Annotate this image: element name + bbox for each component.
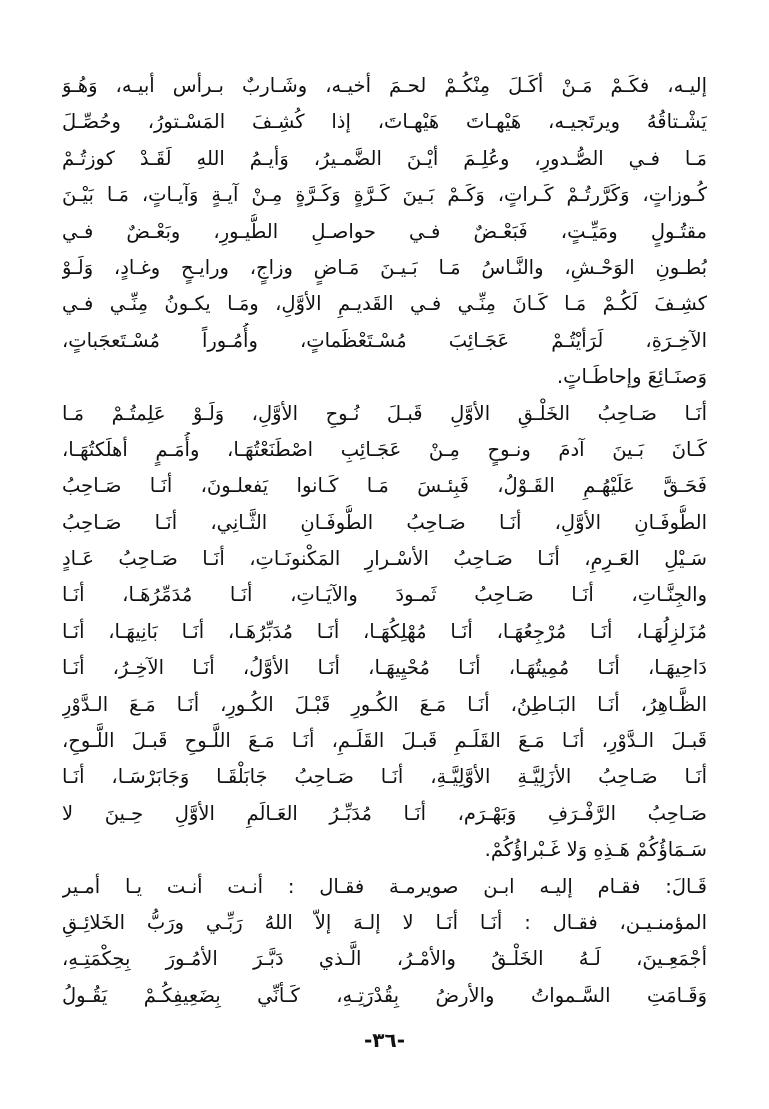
text-line: كشِـفَ لَكُـمْ مَـا كَـانَ مِنِّـي فـي القَديـمِ الأوَّلِ، ومَـا يكـونُ مِنِّـي فـي (62, 292, 707, 316)
text-line: أنَـا صَـاحِبُ الأزَلِيَّـةِ الأوَّلِيَّـةِ، أنَـا صَـاحِبُ جَابَلْقَـا وَجَابَرْسَـا، أنَـا (62, 765, 707, 789)
text-line: بُطـونِ الوَحْـشِ، والنَّـاسُ مَـا بَـيـنَ مَـاضٍ وزاجٍ، ورايـحٍ وغـادٍ، وَلَـوْ (62, 255, 707, 279)
text-line: صَـاحِبُ الرَّفْـرَفِ وَبَهْـرَم، أنَـا مُدَبِّـرُ العَـالَمِ الأوَّلِ حِـينَ لا (62, 801, 707, 825)
text-line: مُزَلزِلُهَـا، أنَـا مُرْجِعُهَـا، أنَـا مُهْلِكُهَـا، أنَـا مُدَبِّرُهَـا، أنَـا بَانِيهَـا، أنَـا (62, 619, 707, 643)
text-line: دَاحِيهَـا، أنَـا مُمِيتُهَـا، أنَـا مُحْيِيهَـا، أنَـا الأوَّلُ، أنَـا الآخِـرُ، أنَـا (62, 656, 707, 680)
text-line: فَحَـقَّ عَلَيْهُـمِ القَـوْلُ، فَبِئـسَ مَـا كَـانوا يَفعلـونَ، أنَـا صَـاحِبُ (62, 474, 707, 498)
text-line: كَـانَ بَـينَ آدمَ ونـوحٍ مِـنْ عَجَـائِبِ اصْطَنَعْتُهَـا، وأُمَـمٍ أهلَكتُهَـا، (62, 437, 707, 461)
text-line: كُـوزاتٍ، وَكَرَّرتُـمْ كَـراتٍ، وَكَـمْ بَـينَ كَـرَّةٍ وَكَـرَّةٍ مِـنْ آيـةٍ وَآيـاتٍ، مَـا بَيْـنَ (62, 183, 707, 207)
text-line: قَـالَ: فقـام إليـه ابـن صويرمـة فقـال : أنـت أنـت يـا أمـير (62, 874, 707, 898)
paragraph (62, 869, 707, 1015)
paragraph (62, 68, 707, 396)
text-line: إليـه، فكَـمْ مَـنْ أكَـلَ مِنْكُـمْ لحـمَ أخيـه، وشَـاربٌ بـرأس أبيـه، وَهُـوَ (62, 74, 707, 97)
text-line: الطُّوفَـانِ الأوَّلِ، أنَـا صَـاحِبُ الطُّوفَـانِ الثَّـانِي، أنَـا صَـاحِبُ (62, 510, 707, 534)
text-line: الظَّـاهِرُ، أنَـا البَـاطِنُ، أنَـا مَـعَ الكُـورِ قَبْـلَ الكُـورِ، أنَـا مَـعَ الـدَّوْرِ (62, 692, 707, 716)
text-line: مقتُـولٍ ومَيِّـتٍ، فَبَعْـضٌ فـي حواصـلِ الطُّيـورِ، وبَعْـضٌ فـي (62, 219, 707, 243)
text-line: أجْمَعِـينَ، لَـهُ الخَلْـقُ والأمْـرُ، الَّـذي دَبَّـرَ الأمُـورَ بِحِكْمَتِـهِ، (62, 947, 707, 971)
text-line: قَبـلَ الـدَّوْرِ، أنَـا مَـعَ القَلَـمِ قَبـلَ القَلَـمِ، أنَـا مَـعَ اللَّـوحِ قَبـلَ اللَّـوحِ، (62, 729, 707, 753)
text-line: سَـيْلِ العَـرِمِ، أنَـا صَـاحِبُ الأسْـرارِ المَكْنونَـاتِ، أنَـا صَـاحِبُ عَـادٍ (62, 547, 707, 571)
text-line: وَصنَـائِعَ وإحاطَـاتٍ. (556, 365, 707, 389)
text-line: يَشْـتاقُهُ ويرتَجيـه، هَيْهـاتَ هَيْهـاتَ، إذا كُشِـفَ المَسْـتورُ، وحُصِّـلَ (62, 110, 707, 134)
page-number: -٣٦- (363, 1028, 406, 1052)
text-line: المؤمنـيـن، فقـال : أنَـا أنَـا لا إلـهَ إلاّ اللهُ رَبِّـي ورَبُّ الخَلائِـقِ (62, 910, 707, 934)
text-line: وَقَـامَتِ السَّـمواتُ والأرضُ بِقُدْرَتِـهِ، كَـأنِّي بِضَعِيفِكُـمْ يَقُـولُ (62, 983, 707, 1007)
text-line: الآخِـرَةِ، لَرَأيْتُـمْ عَجَـائِبَ مُسْـتَعْظَماتٍ، وأُمُـوراً مُسْـتَعجَباتٍ، (62, 328, 707, 352)
text-line: سَـمَاؤُكُمْ هَـذِهِ وَلا غَـبْراؤُكُمْ. (484, 838, 707, 862)
paragraph (62, 396, 707, 869)
text-line: مَـا فـي الصُّـدورِ، وعُلِـمَ أيْـنَ الضَّمـيرُ، وَأيـمُ اللهِ لَقَـدْ كوزتُـمْ (62, 146, 707, 170)
text-line: والجِنَّـاتِ، أنَـا صَـاحِبُ ثَمـودَ والآيَـاتِ، أنَـا مُدَمِّرُهَـا، أنَـا (62, 583, 707, 607)
text-line: أنَـا صَـاحِبُ الخَلْـقِ الأوَّلِ قَبـلَ نُـوحِ الأوَّلِ، وَلَـوْ عَلِمتُـمْ مَـا (62, 401, 707, 425)
